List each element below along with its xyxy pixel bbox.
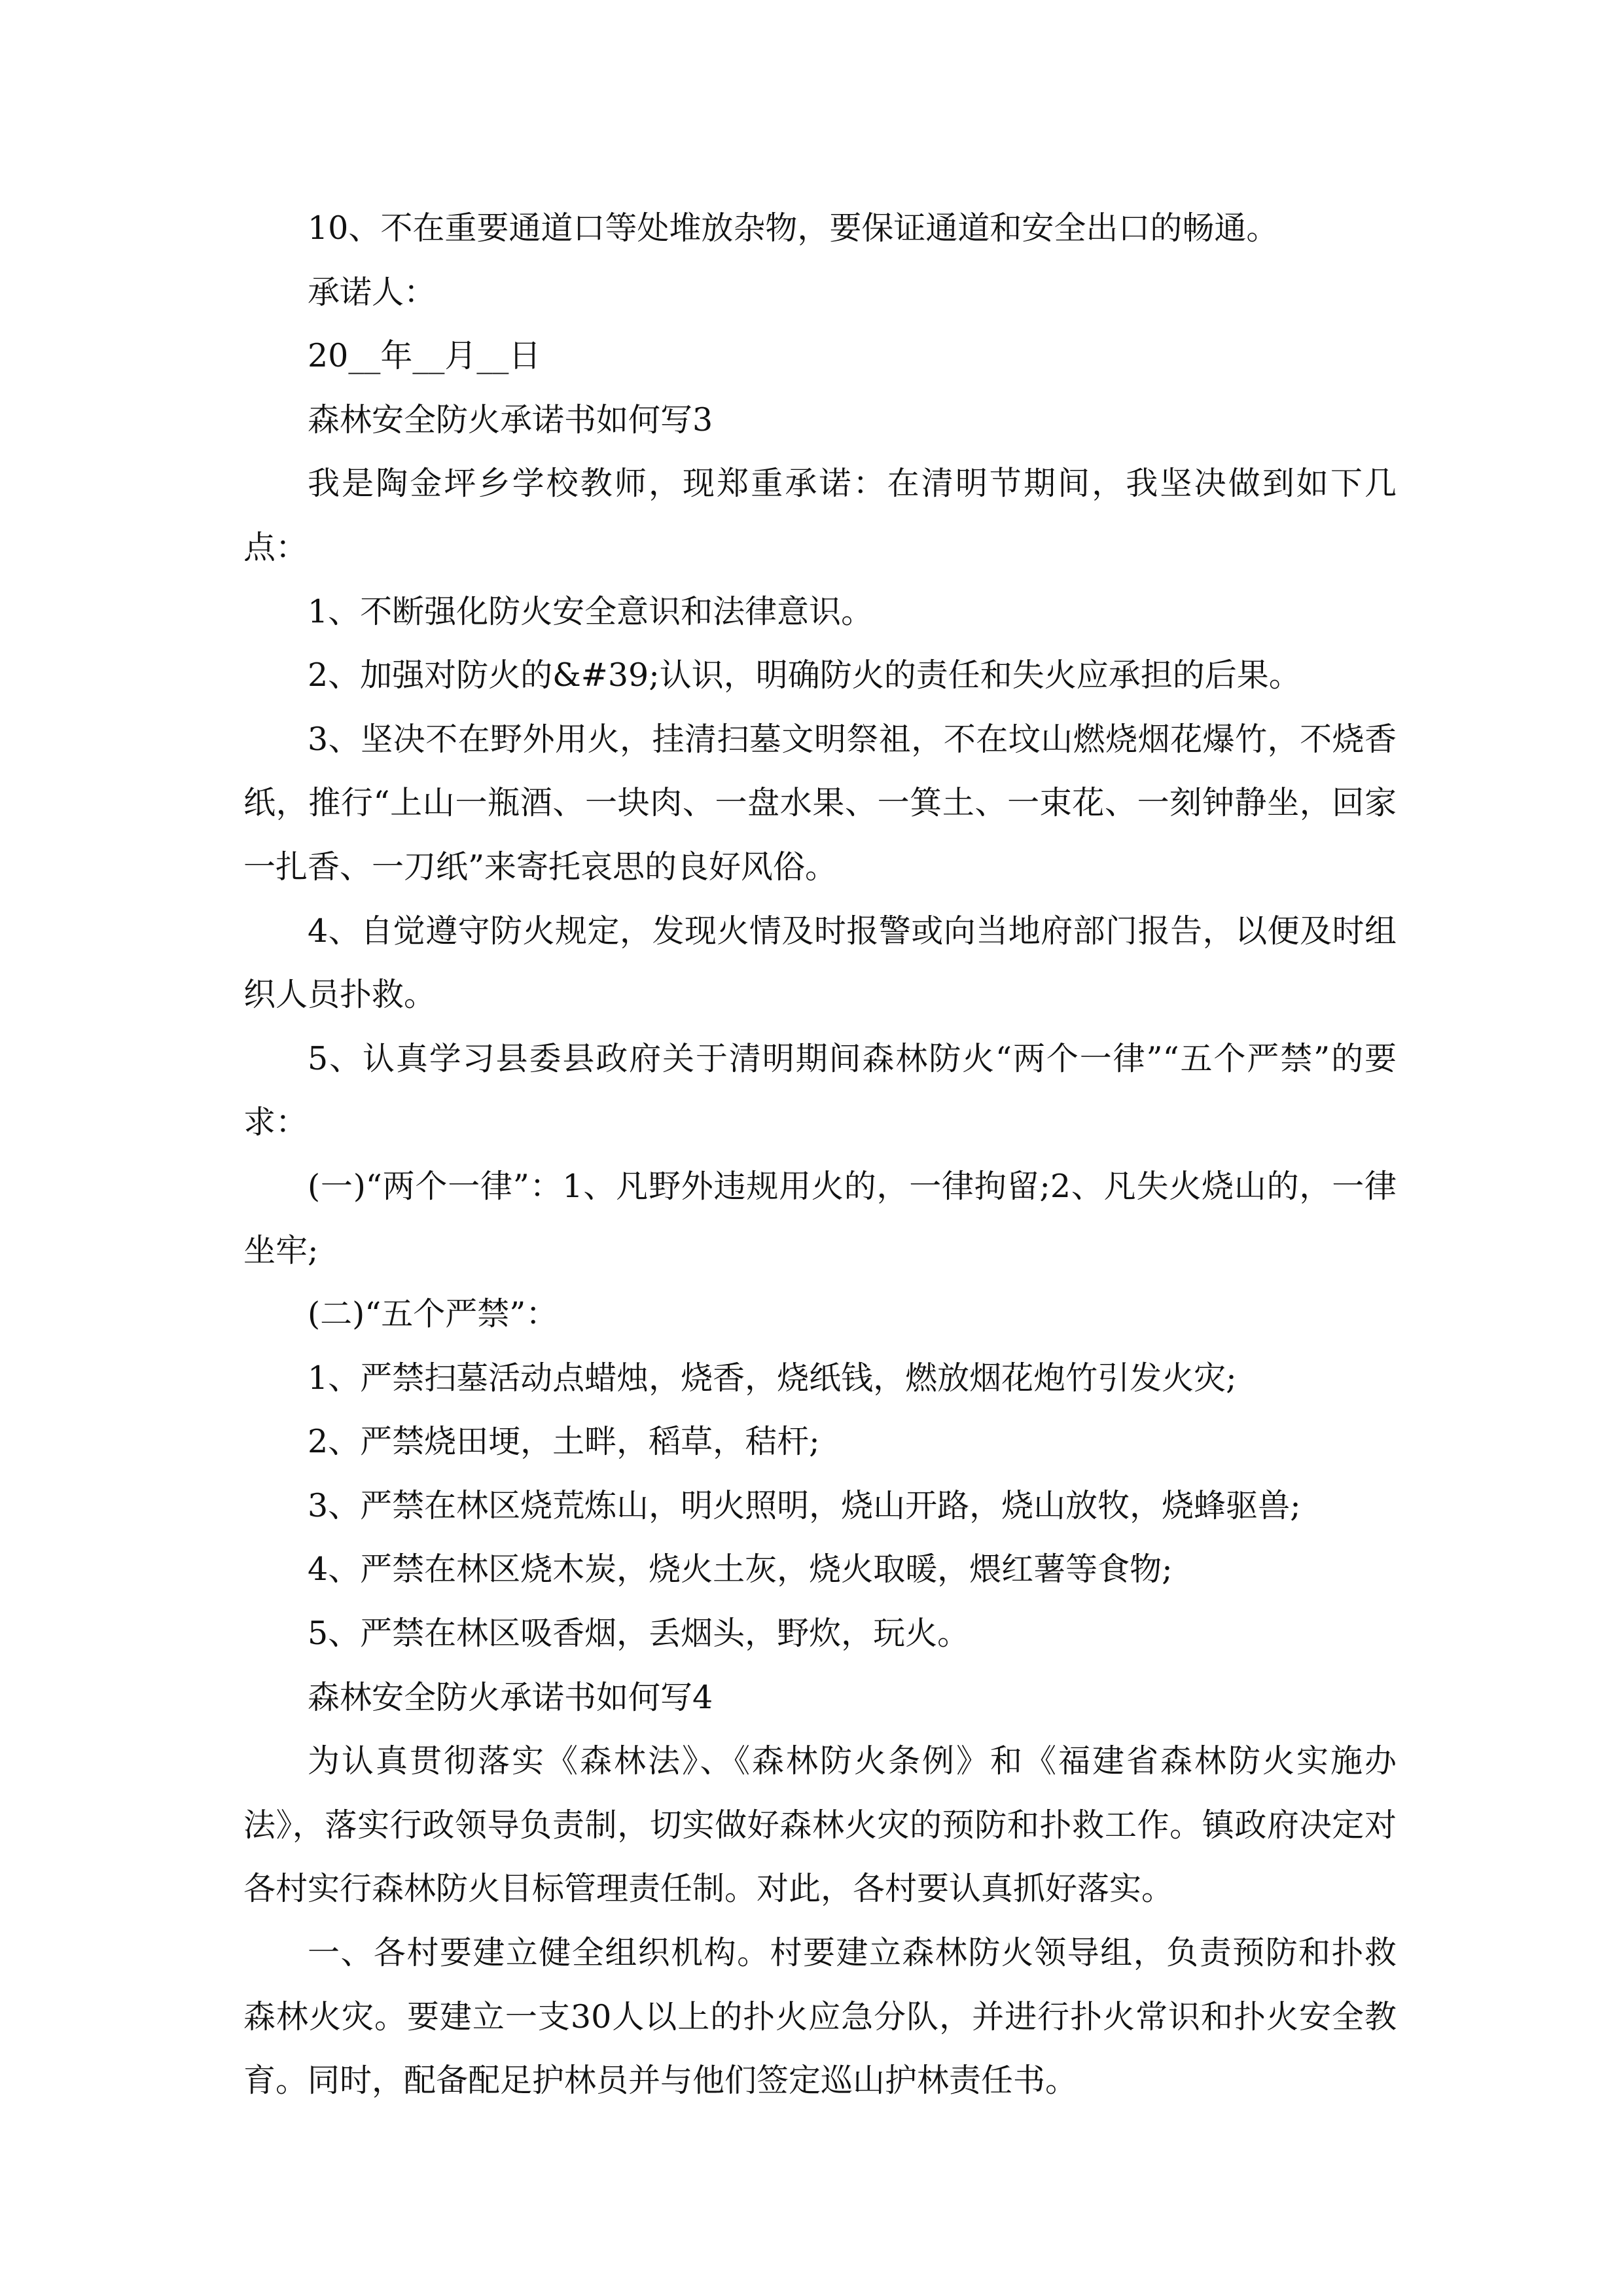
section-heading-3: 森林安全防火承诺书如何写3: [308, 401, 713, 439]
sub-item-two-rules: (一)“两个一律”：1、凡野外违规用火的，一律拘留;2、凡失火烧山的，一律坐牢;: [243, 1167, 1397, 1269]
list-item-5: 5、认真学习县委县政府关于清明期间森林防火“两个一律”“五个严禁”的要求：: [243, 1039, 1397, 1141]
list-item-3: 3、坚决不在野外用火，挂清扫墓文明祭祖，不在坟山燃烧烟花爆竹，不烧香纸，推行“上山一瓶酒、一块肉、一盘水果、一箕土、一束花、一刻钟静坐，回家一扎香、一刀纸”来寄托哀思的良好风俗。: [243, 720, 1397, 886]
promisor-label: 承诺人：: [308, 273, 437, 311]
date-line: 20__年__月__日: [308, 337, 541, 375]
paragraph-item-10: 10、不在重要通道口等处堆放杂物，要保证通道和安全出口的畅通。: [308, 209, 1279, 247]
list-item-2: 2、加强对防火的&#39;认识，明确防火的责任和失火应承担的后果。: [308, 656, 1301, 694]
list-item-1: 1、不断强化防火安全意识和法律意识。: [308, 592, 874, 630]
section-4-item-1: 一、各村要建立健全组织机构。村要建立森林防火领导组，负责预防和扑救森林火灾。要建立一支30人以上的扑火应急分队，并进行扑火常识和扑火安全教育。同时，配备配足护林员并与他们签定巡山护林责任书。: [243, 1934, 1397, 2100]
list-item-4: 4、自觉遵守防火规定，发现火情及时报警或向当地府部门报告，以便及时组织人员扑救。: [243, 912, 1397, 1014]
ban-item-5: 5、严禁在林区吸香烟，丢烟头，野炊，玩火。: [308, 1615, 970, 1653]
ban-item-3: 3、严禁在林区烧荒炼山，明火照明，烧山开路，烧山放牧，烧蜂驱兽;: [308, 1486, 1301, 1524]
ban-item-4: 4、严禁在林区烧木炭，烧火土灰，烧火取暖，煨红薯等食物;: [308, 1551, 1173, 1588]
intro-paragraph-4: 为认真贯彻落实《森林法》、《森林防火条例》和《福建省森林防火实施办法》，落实行政领导负责制，切实做好森林火灾的预防和扑救工作。镇政府决定对各村实行森林防火目标管理责任制。对此，各村要认真抓好落实。: [243, 1742, 1397, 1908]
sub-item-five-bans: (二)“五个严禁”：: [308, 1295, 558, 1333]
document-body: [243, 196, 1397, 2113]
intro-paragraph-3: 我是陶金坪乡学校教师，现郑重承诺：在清明节期间，我坚决做到如下几点：: [243, 465, 1397, 566]
section-heading-4: 森林安全防火承诺书如何写4: [308, 1678, 713, 1716]
ban-item-2: 2、严禁烧田埂，土畔，稻草，秸杆;: [308, 1423, 820, 1461]
ban-item-1: 1、严禁扫墓活动点蜡烛，烧香，烧纸钱，燃放烟花炮竹引发火灾;: [308, 1359, 1237, 1397]
